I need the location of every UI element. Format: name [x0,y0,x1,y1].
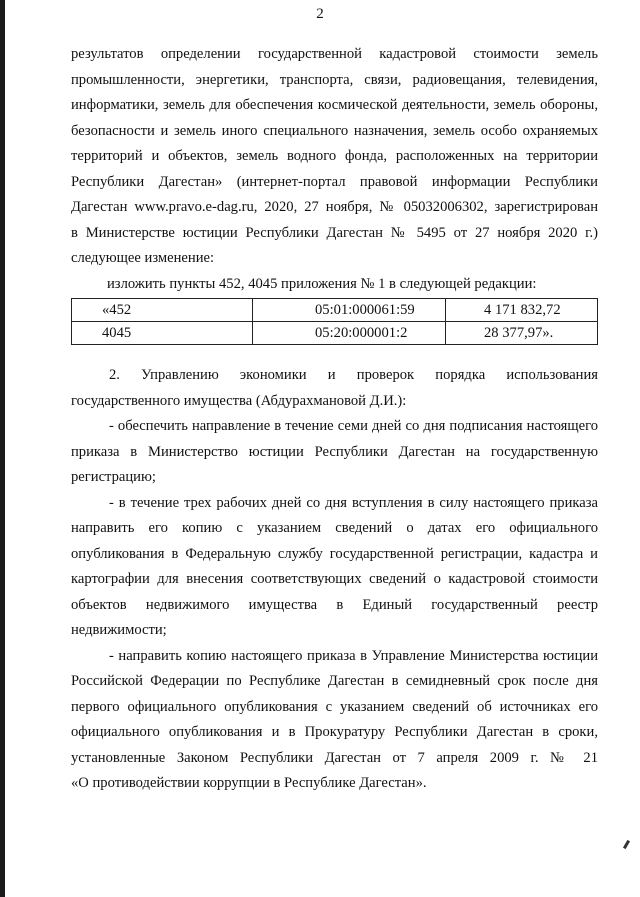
text-line: - в течение трех рабочих дней со дня вступления в силу настоящего приказа [109,494,598,511]
table-cell: 4 171 832,72 [446,299,598,322]
text-line: следующее изменение: [71,250,215,266]
cadastral-value-table [71,298,598,345]
table-row [72,322,598,345]
bullet-paragraph-registration [71,414,598,491]
scan-left-border [0,0,5,897]
text-line: установленные Законом Республики Дагестан от 7 апреля 2009 г. № 21 [71,749,598,766]
text-line: регистрацию; [71,469,156,485]
text-line: безопасности и земель иного специального назначения, земель особо охраняемых [71,122,598,139]
text-line: недвижимости; [71,622,167,638]
text-line: - обеспечить направление в течение семи дней со дня подписания настоящего [109,418,598,434]
text-line: Республики Дагестан» (интернет-портал правовой информации Республики [71,173,598,190]
text-line: информатики, земель для обеспечения космической деятельности, земель обороны, [71,97,598,113]
text-line: приказа в Министерство юстиции Республики Дагестан на государственную [71,443,598,460]
table-cell: 4045 [72,322,253,345]
text-line: Российской Федерации по Республике Дагестан в семидневный срок после дня [71,673,598,689]
bullet-paragraph-rosreestr [71,491,598,644]
document-body [71,42,598,797]
table-cell: «452 [72,299,253,322]
text-line: опубликования в Федеральную службу государственной регистрации, кадастра и [71,545,598,562]
text-line: «О противодействии коррупции в Республике Дагестан». [71,775,427,791]
text-line: объектов недвижимого имущества в Единый государственный реестр [71,596,598,613]
text-line: первого официального опубликования с указанием сведений об источниках его [71,698,598,715]
text-line: официального опубликования и в Прокуратуру Республики Дагестан в сроки, [71,724,598,740]
table-cell: 05:01:000061:59 [253,299,446,322]
text-line: 2. Управлению экономики и проверок порядка использования [109,367,598,383]
text-line: результатов определении государственной кадастровой стоимости земель [71,46,598,62]
item-2-paragraph [71,363,598,414]
page-number: 2 [316,6,324,22]
table-cell: 28 377,97». [446,322,598,345]
table-row [72,299,598,322]
text-line: картографии для внесения соответствующих сведений о кадастровой стоимости [71,571,598,587]
text-line: - направить копию настоящего приказа в Управление Министерства юстиции [109,647,598,664]
amendment-line: изложить пункты 452, 4045 приложения № 1 в следующей редакции: [107,275,537,292]
text-line: государственного имущества (Абдурахмановой Д.И.): [71,392,407,409]
paragraph-order-title [71,42,598,297]
scan-mark [623,840,630,849]
text-line: направить его копию с указанием сведений о датах его официального [71,520,598,536]
bullet-paragraph-ministry [71,644,598,797]
table-cell: 05:20:000001:2 [253,322,446,345]
text-line: Дагестан www.pravo.e-dag.ru, 2020, 27 ноября, № 05032006302, зарегистрирован [71,199,598,215]
text-line: в Министерстве юстиции Республики Дагестан № 5495 от 27 ноября 2020 г.) [71,224,598,241]
text-line: территорий и объектов, земель водного фонда, расположенных на территории [71,148,598,164]
text-line: промышленности, энергетики, транспорта, связи, радиовещания, телевидения, [71,71,598,88]
